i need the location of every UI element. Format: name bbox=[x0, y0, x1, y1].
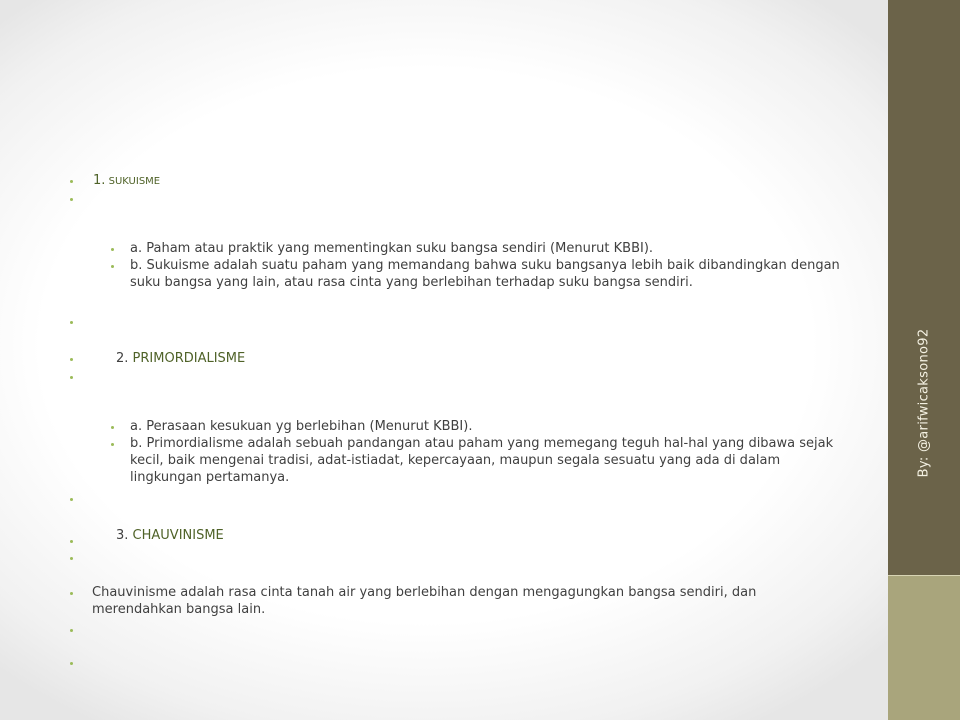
empty-bullet-icon bbox=[70, 629, 73, 632]
sidebar-band-bottom bbox=[888, 576, 960, 720]
section-3-number: 3. bbox=[116, 528, 129, 543]
section-2-heading bbox=[116, 350, 245, 367]
empty-bullet-icon bbox=[70, 198, 73, 201]
empty-bullet-icon bbox=[70, 557, 73, 560]
author-byline: By: @arifwicaksono92 bbox=[916, 328, 932, 478]
section-1-point-b: b. Sukuisme adalah suatu paham yang memandang bahwa suku bangsanya lebih baik dibandingkan dengan suku bangsa yang lain, atau rasa cinta yang berlebihan terhadap suku bangsa sendiri. bbox=[130, 258, 840, 290]
empty-bullet-icon bbox=[70, 498, 73, 501]
bullet-icon bbox=[70, 180, 73, 183]
empty-bullet-icon bbox=[70, 376, 73, 379]
section-1-number: 1. bbox=[93, 173, 106, 188]
bullet-icon bbox=[70, 358, 73, 361]
section-3-heading bbox=[116, 527, 224, 544]
section-1-heading bbox=[93, 172, 160, 190]
sidebar-band-top bbox=[888, 0, 960, 576]
empty-bullet-icon bbox=[70, 662, 73, 665]
section-1-point-a: a. Paham atau praktik yang mementingkan suku bangsa sendiri (Menurut KBBI). bbox=[130, 241, 654, 256]
section-2-title: PRIMORDIALISME bbox=[132, 351, 246, 366]
section-2-point-a: a. Perasaan kesukuan yg berlebihan (Menurut KBBI). bbox=[130, 419, 473, 434]
section-2-point-b: b. Primordialisme adalah sebuah pandangan atau paham yang memegang teguh hal-hal yang dibawa sejak kecil, baik mengenai tradisi, adat-istiadat, kepercayaan, maupun segala sesuatu yang ada di dalam lingkungan pertamanya. bbox=[130, 436, 834, 485]
sub-bullet-icon bbox=[111, 443, 114, 446]
section-3-definition: Chauvinisme adalah rasa cinta tanah air yang berlebihan dengan mengagungkan bangsa sendiri, dan merendahkan bangsa lain. bbox=[92, 585, 757, 617]
section-3-title: CHAUVINISME bbox=[132, 528, 224, 543]
sub-bullet-icon bbox=[111, 248, 114, 251]
empty-bullet-icon bbox=[70, 321, 73, 324]
sub-bullet-icon bbox=[111, 426, 114, 429]
section-2-number: 2. bbox=[116, 351, 129, 366]
bullet-icon bbox=[70, 592, 73, 595]
section-1-title: SUKUISME bbox=[108, 176, 161, 187]
sub-bullet-icon bbox=[111, 265, 114, 268]
bullet-icon bbox=[70, 540, 73, 543]
